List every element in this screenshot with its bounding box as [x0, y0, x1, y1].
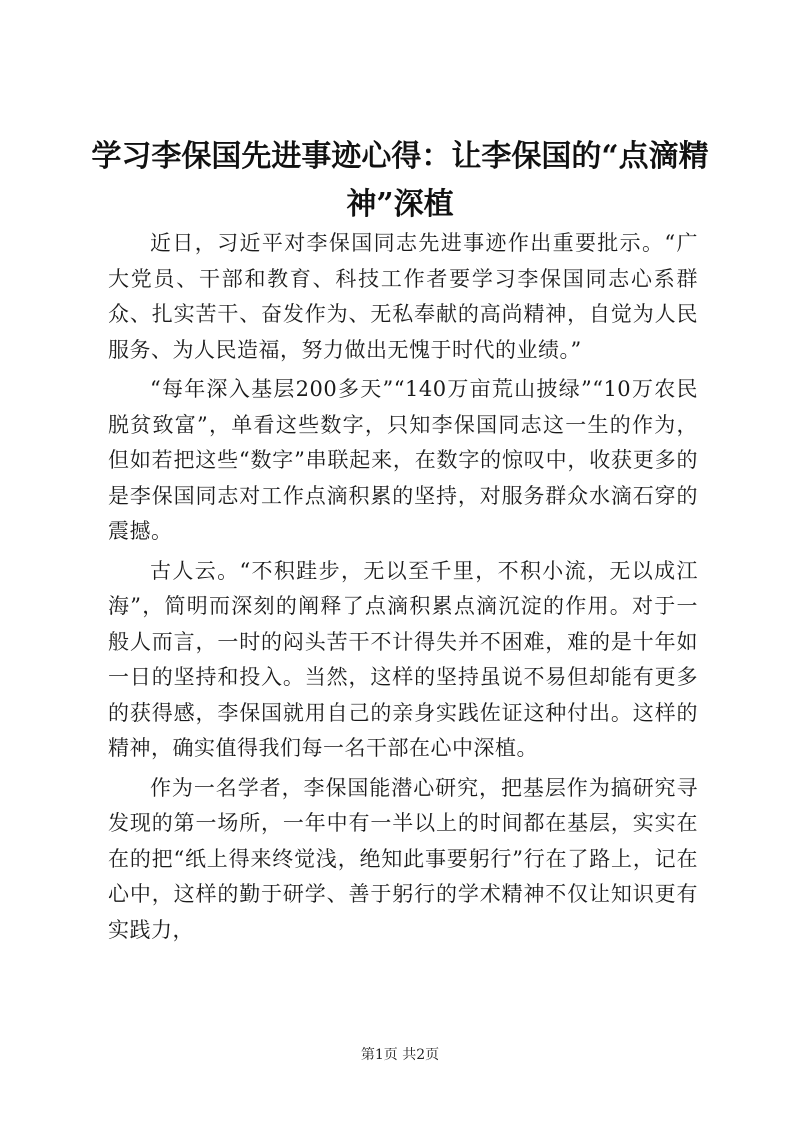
paragraph-1: 近日，习近平对李保国同志先进事迹作出重要批示。“广大党员、干部和教育、科技工作者要学习李保国同志心系群众、扎实苦干、奋发作为、无私奉献的高尚精神，自觉为人民服务、为人民造福，努力做出无愧于时代的业绩。” — [108, 231, 698, 362]
document-body — [108, 226, 698, 952]
paragraph-4: 作为一名学者，李保国能潜心研究，把基层作为搞研究寻发现的第一场所，一年中有一半以上的时间都在基层，实实在在的把“纸上得来终觉浅，绝知此事要躬行”行在了路上，记在心中，这样的勤于研学、善于躬行的学术精神不仅让知识更有实践力， — [108, 775, 698, 942]
page-number-footer: 第1页 共2页 — [360, 1047, 440, 1063]
document-title: 学习李保国先进事迹心得：让李保国的“点滴精神”深植 — [91, 139, 709, 222]
paragraph-3: 古人云。“不积跬步，无以至千里，不积小流，无以成江海”，简明而深刻的阐释了点滴积累点滴沉淀的作用。对于一般人而言，一时的闷头苦干不计得失并不困难，难的是十年如一日的坚持和投入。当然，这样的坚持虽说不易但却能有更多的获得感，李保国就用自己的亲身实践佐证这种付出。这样的精神，确实值得我们每一名干部在心中深植。 — [108, 558, 698, 760]
paragraph-2: “每年深入基层200多天”“140万亩荒山披绿”“10万农民脱贫致富”，单看这些数字，只知李保国同志这一生的作为，但如若把这些“数字”串联起来，在数字的惊叹中，收获更多的是李保国同志对工作点滴积累的坚持，对服务群众水滴石穿的震撼。 — [108, 377, 698, 543]
